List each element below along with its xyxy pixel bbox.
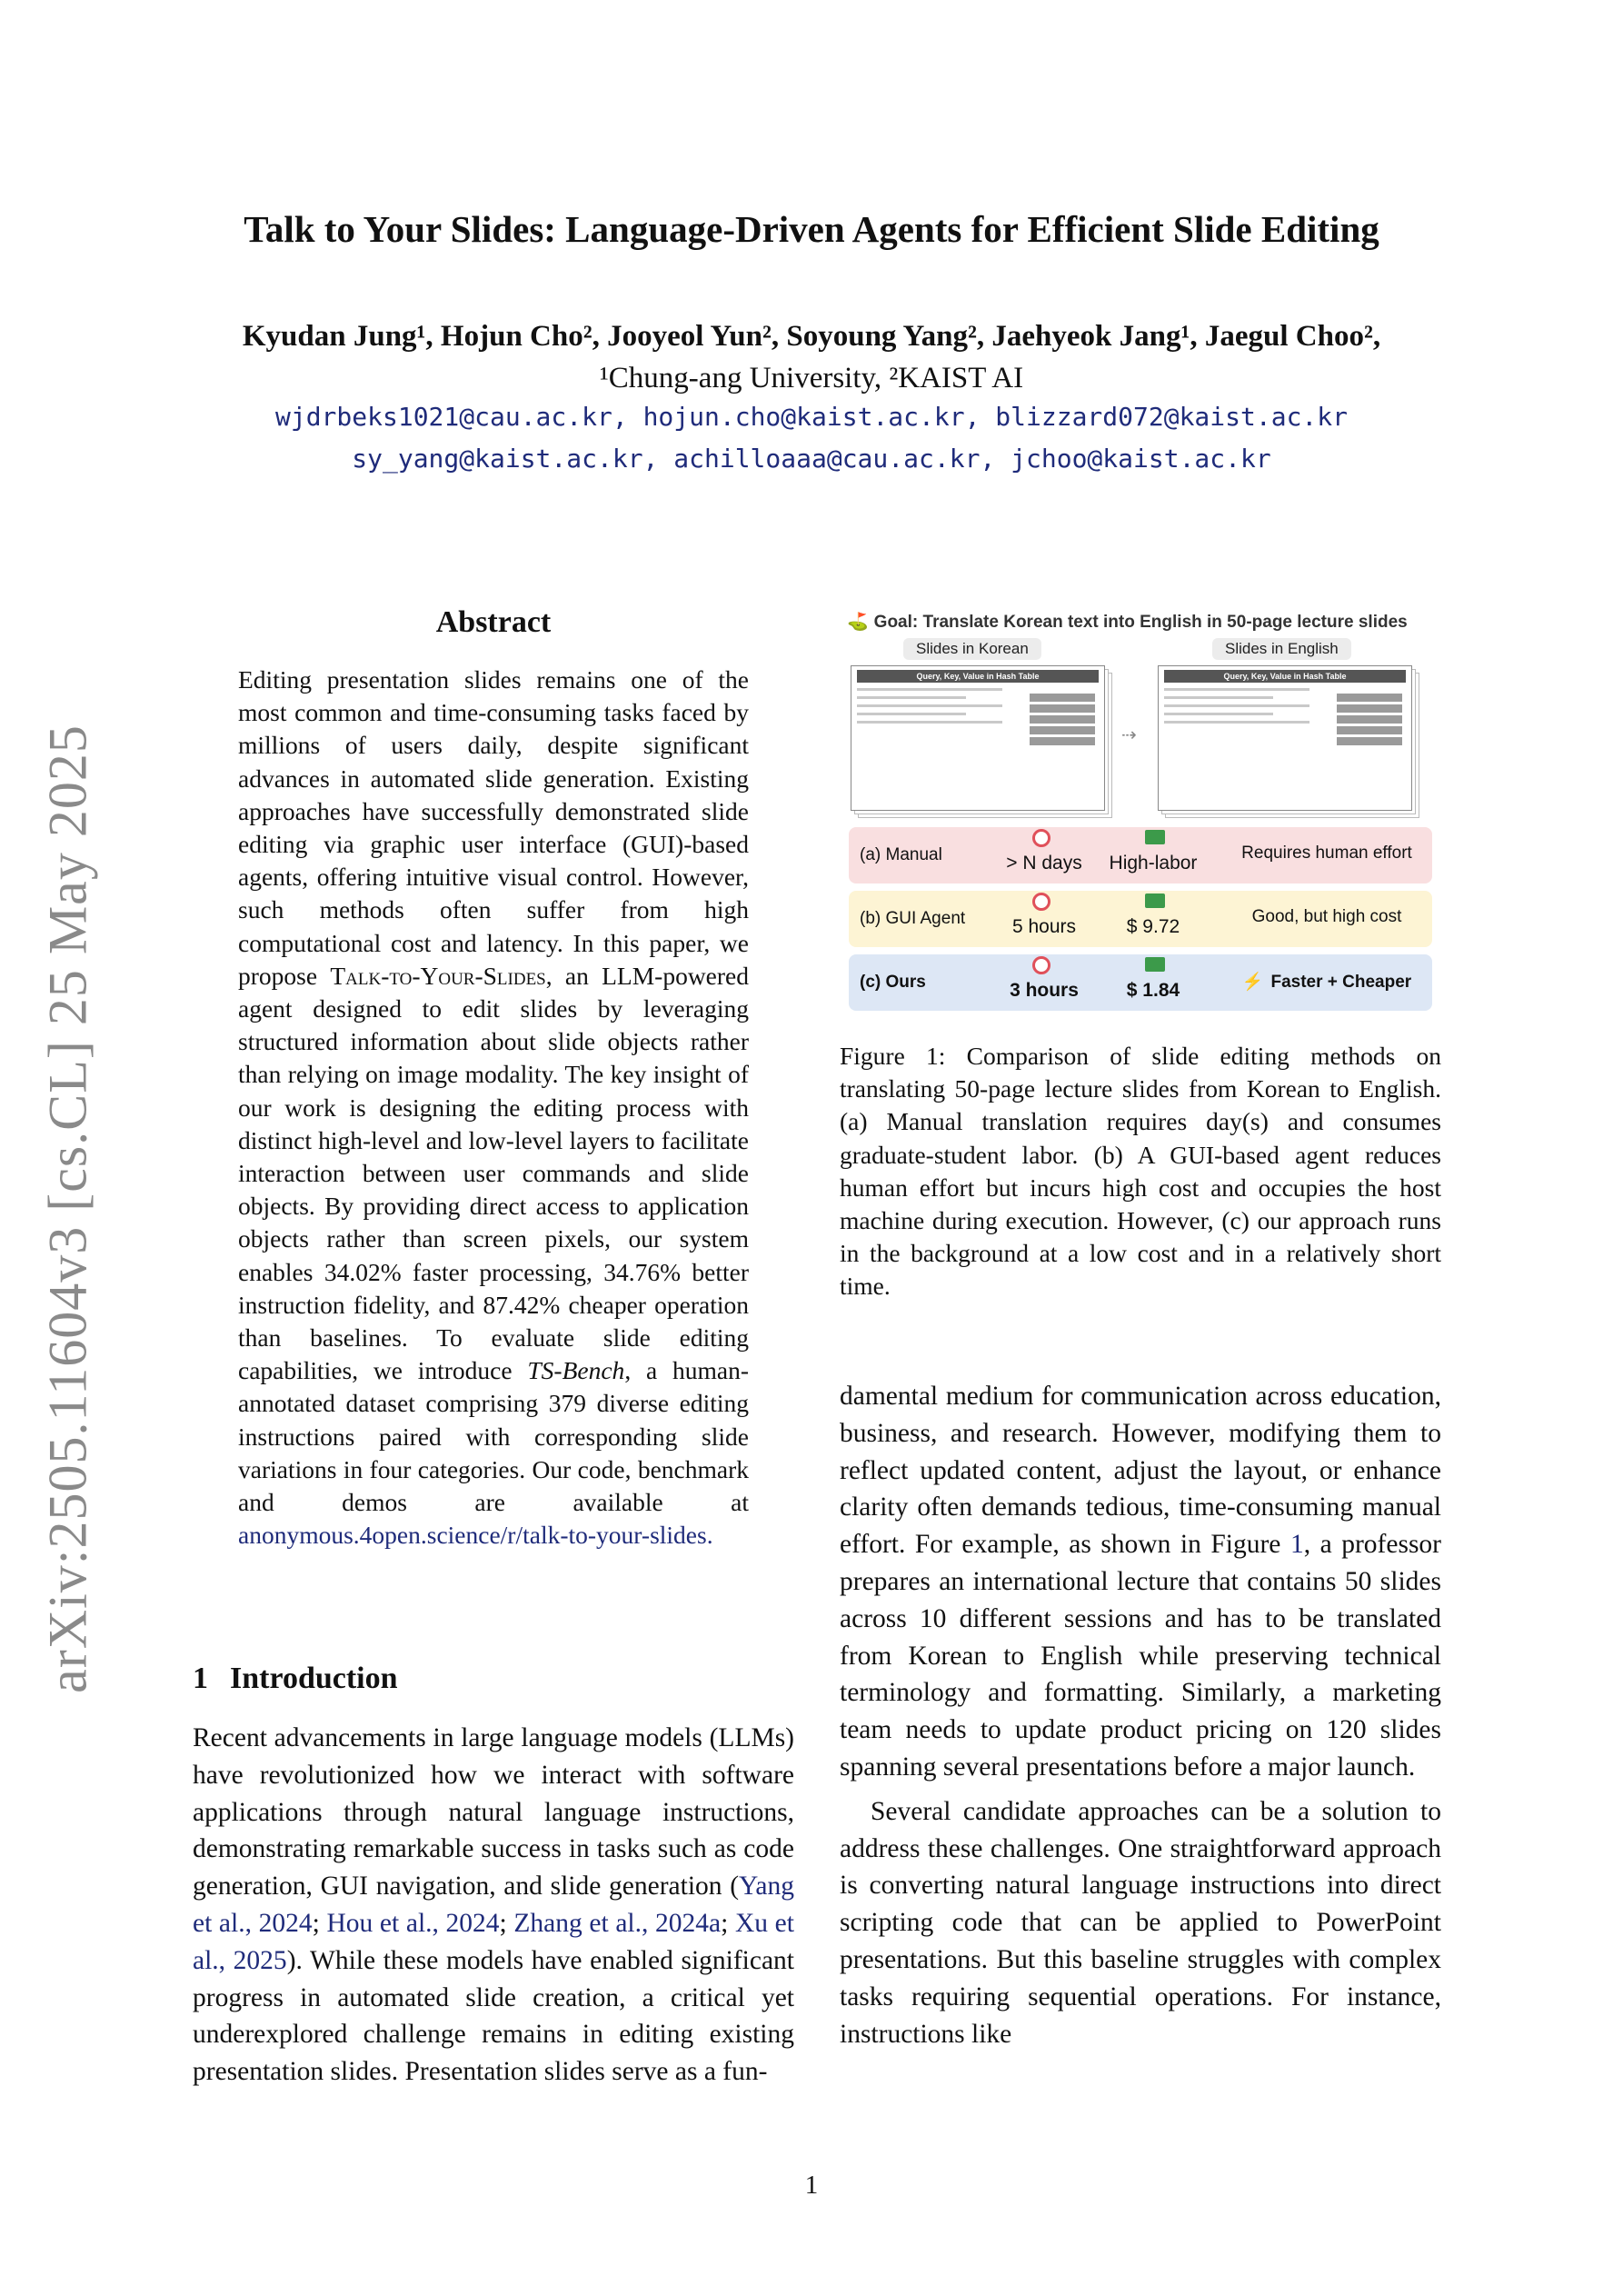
slide-hash-table: [1337, 694, 1402, 748]
time-value: 5 hours: [1011, 916, 1077, 937]
introduction-body: Recent advancements in large language models (LLMs) have revolutionized how we interact with software applications through natural language instructions, demonstrating remarkable success in tasks such as code generation, GUI navigation, and slide generation (Yang et al., 2024; Hou et al., 2024; Zhang et al., 2024a; Xu et al., 2025). While these models have enabled significant progress in automated slide creation, a critical yet underexplored challenge remains in editing existing presentation slides. Presentation slides serve as a fun-: [193, 1723, 795, 2087]
section-title: Introduction: [230, 1662, 398, 1695]
email-line-2[interactable]: sy_yang@kaist.ac.kr, achilloaaa@cau.ac.kr, jchoo@kaist.ac.kr: [352, 444, 1271, 474]
code-link[interactable]: anonymous.4open.science/r/talk-to-your-slides.: [238, 1521, 713, 1550]
tag-slides-korean: Slides in Korean: [903, 638, 1041, 660]
goal-icon: ⛳: [847, 613, 869, 632]
abstract-text-1: Editing presentation slides remains one of the most common and time-consuming tasks faced by millions of users daily, despite significant advances in automated slide generation. Existing approaches have successfully demonstrated slide editing via graphic user interface (GUI)-based agents, offering intuitive visual control. However, such methods often suffer from high computational cost and latency. In this paper, we propose: [238, 665, 749, 990]
slide-front: [1158, 665, 1412, 811]
translate-arrow-icon: ⇢: [1121, 725, 1137, 745]
lightning-icon: ⚡: [1241, 973, 1264, 992]
method-label: (b) GUI Agent: [860, 909, 966, 928]
method-note: [1230, 971, 1423, 993]
cost-value: $ 1.84: [1126, 980, 1180, 1001]
paragraph: [840, 1378, 1441, 1786]
slide-text-line: [1164, 688, 1309, 691]
slide-title-bar: Query, Key, Value in Hash Table: [857, 670, 1099, 683]
slide-title-bar: Query, Key, Value in Hash Table: [1164, 670, 1406, 683]
citation-zhang[interactable]: Zhang et al., 2024a: [513, 1908, 722, 1938]
right-text-1: damental medium for communication across education, business, and research. However, modifying them to reflect updated content, adjust the layout, or enhance clarity often demands tedious, time-consuming manual effort. For example, as shown in Figure: [840, 1382, 1441, 1560]
figure-1: [840, 605, 1441, 1020]
slide-text-line: [1164, 713, 1273, 715]
section-number: 1: [193, 1662, 208, 1695]
citation-yang[interactable]: Yang et al., 2024: [193, 1872, 794, 1938]
cost-value: High-labor: [1109, 853, 1198, 873]
arxiv-stamp-text: arXiv:2505.11604v3 [cs.CL] 25 May 2025: [37, 724, 98, 1693]
slide-text-line: [1164, 704, 1309, 707]
abstract-body: [238, 664, 749, 1552]
money-icon: [1145, 957, 1165, 972]
system-name: Talk-to-Your-Slides: [330, 961, 546, 990]
row-gui-agent: [849, 891, 1432, 947]
dataset-name: TS-Bench: [527, 1356, 625, 1385]
abstract-heading: Abstract: [435, 605, 552, 639]
email-line-1[interactable]: wjdrbeks1021@cau.ac.kr, hojun.cho@kaist.ac.kr, blizzard072@kaist.ac.kr: [274, 402, 1349, 432]
slide-text-line: [857, 713, 966, 715]
slide-text-line: [857, 721, 1002, 724]
intro-text-1: Recent advancements in large language models (LLMs) have revolutionized how we interact with software applications through natural language instructions, demonstrating remarkable success in tasks such as code generation, GUI navigation, and slide generation (: [193, 1723, 794, 1902]
clock-icon: [1032, 829, 1050, 847]
row-ours: [849, 954, 1432, 1011]
method-note-text: Faster + Cheaper: [1270, 973, 1412, 992]
method-note: Good, but high cost: [1251, 907, 1402, 926]
clock-icon: [1032, 893, 1050, 911]
figure-goal: [847, 611, 1408, 633]
affiliations: ¹Chung-ang University, ²KAIST AI: [599, 362, 1024, 394]
cost-value: $ 9.72: [1126, 916, 1180, 937]
method-note: Requires human effort: [1241, 844, 1412, 863]
figure-1-caption: Figure 1: Comparison of slide editing methods on translating 50-page lecture slides from Korean to English. (a) Manual translation requires day(s) and consumes graduate-student labor. (b) A GUI-based agent reduces human effort but incurs high cost and occupies the host machine during execution. However, (c) our approach runs in the background at a low cost and in a relatively short time.: [840, 1042, 1441, 1301]
row-manual: [849, 827, 1432, 883]
intro-text-2: ). While these models have enabled significant progress in automated slide creation, a critical yet underexplored challenge remains in editing existing presentation slides. Presentation slides serve as a fun-: [193, 1945, 795, 2087]
arxiv-sidebar-stamp: [27, 709, 109, 1709]
paper-title: Talk to Your Slides: Language-Driven Agents for Efficient Slide Editing: [244, 208, 1379, 250]
english-slide-thumbnail: [1158, 665, 1421, 820]
method-label: (c) Ours: [860, 973, 926, 992]
slide-text-line: [857, 688, 1002, 691]
money-icon: [1145, 830, 1165, 844]
money-icon: [1145, 893, 1165, 908]
korean-slide-thumbnail: [851, 665, 1114, 820]
slide-text-line: [857, 696, 966, 699]
figure-reference[interactable]: 1: [1289, 1530, 1304, 1560]
tag-slides-english: Slides in English: [1212, 638, 1351, 660]
slide-text-line: [1164, 696, 1273, 699]
citation-xu[interactable]: Xu et al., 2025: [193, 1908, 794, 1975]
paragraph: Several candidate approaches can be a solution to address these challenges. One straightforward approach is converting natural language instructions into direct scripting code that can be applied to PowerPoint presentations. But this baseline struggles with complex tasks requiring sequential operations. For instance, instructions like: [840, 1796, 1441, 2049]
abstract-text-3: , a human-annotated dataset comprising 379 diverse editing instructions paired with corresponding slide variations in four categories. Our code, benchmark and demos are available at: [238, 1356, 749, 1517]
citation-hou[interactable]: Hou et al., 2024: [326, 1908, 500, 1938]
clock-icon: [1032, 956, 1050, 974]
author-list: Kyudan Jung¹, Hojun Cho², Jooyeol Yun², Soyoung Yang², Jaehyeok Jang¹, Jaegul Choo²,: [242, 320, 1381, 353]
right-text-2: , a professor prepares an international lecture that contains 50 slides across 10 different sessions and has to be translated from Korean to English while preserving technical terminology and formatting. Similarly, a marketing team needs to update product pricing on 120 slides spanning several presentations before a major launch.: [840, 1530, 1441, 1782]
slide-text-line: [857, 704, 1002, 707]
right-column-body: [840, 1378, 1441, 2052]
page-number: 1: [804, 2171, 819, 2200]
section-heading-introduction: [193, 1662, 398, 1696]
method-label: (a) Manual: [860, 845, 942, 864]
slide-front: [851, 665, 1105, 811]
goal-text: Goal: Translate Korean text into English in 50-page lecture slides: [873, 613, 1408, 632]
time-value: > N days: [1006, 853, 1082, 873]
abstract-text-2: , an LLM-powered agent designed to edit slides by leveraging structured information about slide objects rather than relying on image modality. The key insight of our work is designing the editing process with distinct high-level and low-level layers to facilitate interaction between user commands and slide objects. By providing direct access to application objects rather than screen pixels, our system enables 34.02% faster processing, 34.76% better instruction fidelity, and 87.42% cheaper operation than baselines. To evaluate slide editing capabilities, we introduce: [238, 961, 749, 1385]
time-value: 3 hours: [1010, 980, 1079, 1001]
slide-hash-table: [1030, 694, 1095, 748]
slide-text-line: [1164, 721, 1309, 724]
